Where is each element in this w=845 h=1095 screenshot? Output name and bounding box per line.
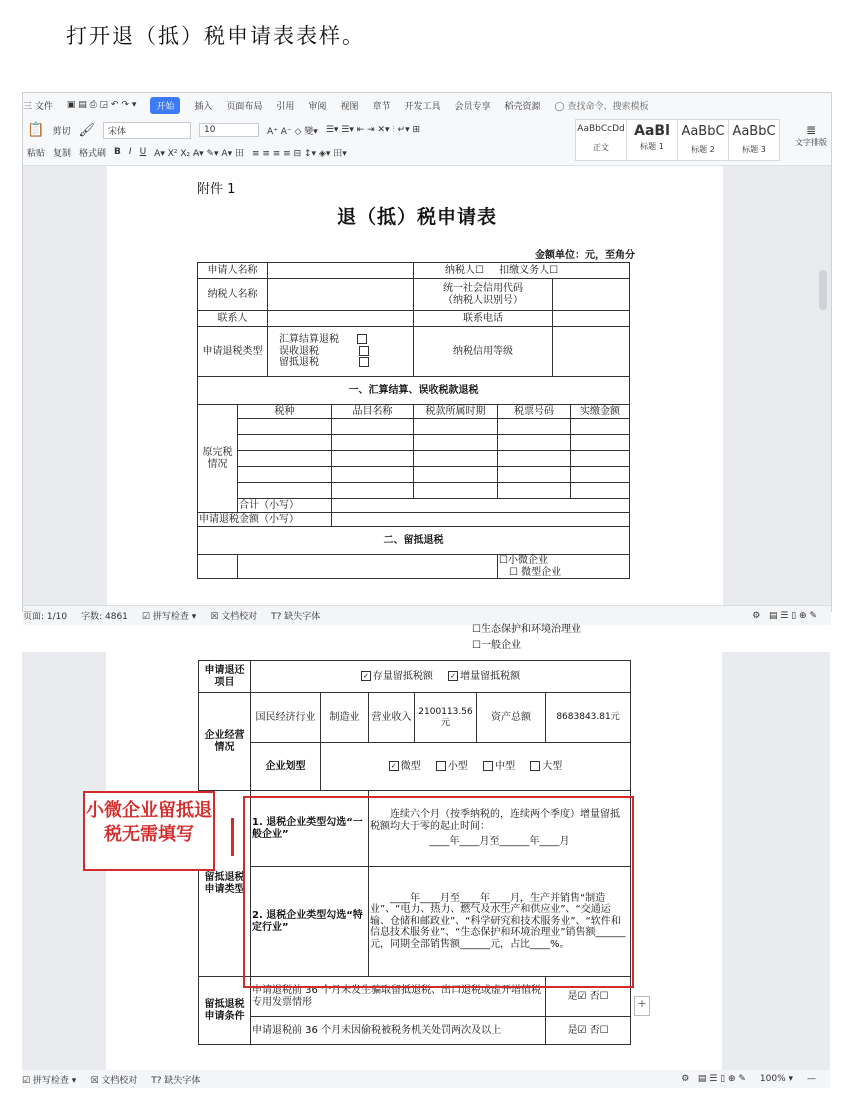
menu-tab-layout[interactable]: 页面布局 (226, 101, 263, 112)
checkbox-icon[interactable] (357, 334, 367, 344)
col-item-name: 品目名称 (332, 405, 414, 419)
font-size-select[interactable]: 10 (199, 123, 259, 137)
credit-code-text: 统一社会信用代码 (443, 283, 523, 294)
refund-type-label: 申请退税类型 (198, 327, 268, 377)
industry-value[interactable]: 制造业 (321, 693, 369, 743)
condition-2-answer[interactable] (546, 1017, 631, 1045)
general-type-dates[interactable]: ____年____月至______年____月 (429, 836, 570, 848)
document-area (23, 166, 831, 611)
text-layout-button[interactable]: ≣ 文字排版 (795, 123, 827, 147)
no-option[interactable]: 否☐ (589, 990, 609, 1002)
spell-check-button[interactable]: ☑ 拼写检查 ▾ (141, 612, 197, 622)
menu-tab-review[interactable]: 审阅 (308, 101, 327, 112)
checkbox-icon[interactable] (483, 761, 493, 771)
checkbox-icon[interactable] (359, 346, 369, 356)
size-micro[interactable]: 微型 (400, 760, 421, 772)
assets-value[interactable]: 8683843.81元 (546, 693, 631, 743)
applicant-name-cell[interactable] (268, 263, 414, 279)
wps-writer-window-top (22, 92, 832, 622)
missing-font-button[interactable]: T? 缺失字体 (271, 612, 321, 622)
credit-code-label (414, 279, 553, 311)
table-row[interactable] (198, 451, 630, 467)
size-medium[interactable]: 中型 (495, 760, 516, 772)
menu-tab-home[interactable]: 开始 (150, 97, 180, 114)
document-page (107, 166, 723, 611)
menu-bar (23, 93, 831, 117)
stock-credit-option[interactable]: 存量留抵税额 (372, 670, 433, 682)
total-cell[interactable] (332, 499, 630, 513)
yes-option[interactable]: 是☑ (567, 990, 587, 1002)
total-label: 合计（小写） (238, 499, 332, 513)
paste-icon[interactable]: 📋 (27, 122, 45, 138)
ribbon-row-2 (27, 141, 355, 163)
taxpayer-id-text: （纳税人识别号） (443, 294, 523, 306)
menu-tab-member[interactable]: 会员专享 (454, 101, 491, 112)
refund-amount-label: 申请退税金额（小写） (198, 513, 332, 527)
page-indicator[interactable]: 页面: 1/10 (23, 612, 68, 622)
micro-option[interactable]: ☐ 微型企业 (509, 566, 562, 578)
view-mode-icons[interactable]: ⚙ ▤ ☰ ▯ ⊕ ✎ (681, 1074, 746, 1084)
format-painter-button[interactable]: 格式刷 (79, 148, 107, 159)
condition-2: 申请退税前 36 个月未因偷税被税务机关处罚两次及以上 (251, 1017, 546, 1045)
credit-rating-label: 纳税信用等级 (414, 327, 553, 377)
contact-phone-label: 联系电话 (414, 311, 553, 327)
view-mode-icons[interactable]: ⚙ ▤ ☰ ▯ ⊕ ✎ (752, 610, 817, 621)
underline-icon[interactable]: U (139, 147, 147, 157)
special-type-cell[interactable]: ____年____月至____年____月，生产并销售“制造业”、“电力、热力、燃气及水生产和供应业”、“交通运输、仓储和邮政业”、“科学研究和技术服务业”、“软件和信息技术服务业”、“生态保护和环境治理业”销售额______元，同期全部销售额______元，占比____%。 (369, 867, 631, 977)
contact-label: 联系人 (198, 311, 268, 327)
refund-amount-cell[interactable] (332, 513, 630, 527)
style-heading-1[interactable]: AaBl 标题 1 (626, 119, 678, 161)
general-type-text: 连续六个月（按季纳税的，连续两个季度）增量留抵税额均大于零的起止时间： (370, 809, 620, 832)
attachment-label: 附件 1 (197, 182, 236, 197)
doc-proof-button[interactable]: ☒ 文档校对 (210, 612, 258, 622)
refund-option-credit[interactable]: 留抵退税 (269, 357, 412, 369)
add-row-button[interactable]: + (634, 996, 650, 1016)
enterprise-type-options (498, 555, 630, 579)
annotation-note: 小微企业留抵退税无需填写 (83, 791, 215, 871)
taxpayer-name-cell[interactable] (268, 279, 414, 311)
project-options (251, 661, 631, 693)
col-tax-type: 税种 (238, 405, 332, 419)
table-row[interactable] (198, 483, 630, 499)
checkbox-icon[interactable] (530, 761, 540, 771)
checked-icon[interactable]: ✓ (361, 671, 371, 681)
table-row[interactable] (198, 419, 630, 435)
no-option[interactable]: 否☐ (589, 1024, 609, 1036)
search-command-input[interactable]: ◯ 查找命令、搜索模板 (554, 101, 649, 112)
menu-tab-developer[interactable]: 开发工具 (404, 101, 441, 112)
section-1-heading: 一、汇算结算、误收税款退税 (198, 377, 630, 405)
italic-icon[interactable]: I (128, 147, 132, 157)
highlight-box (243, 796, 634, 988)
amount-unit: 金额单位：元，至角分 (535, 250, 635, 261)
menu-tab-insert[interactable]: 插入 (194, 101, 213, 112)
operations-label: 企业经营情况 (199, 693, 251, 791)
cut-button[interactable]: 剪切 (52, 126, 71, 137)
applicant-type-cell[interactable] (414, 263, 630, 279)
menu-tab-view[interactable]: 视图 (340, 101, 359, 112)
text-layout-icon: ≣ (805, 123, 817, 137)
general-enterprise-option[interactable]: ☐一般企业 (472, 640, 521, 651)
contact-cell[interactable] (268, 311, 414, 327)
menu-tab-resources[interactable]: 稻壳资源 (504, 101, 541, 112)
format-painter-icon[interactable]: 🖌 (78, 122, 95, 138)
revenue-value[interactable]: 2100113.56元 (415, 693, 477, 743)
status-bar-top (23, 605, 831, 625)
refund-option-mistaken[interactable]: 误收退税 (269, 346, 412, 358)
col-ticket-no: 税票号码 (498, 405, 571, 419)
credit-code-cell[interactable] (553, 279, 630, 311)
zoom-control[interactable]: 100% ▾ (759, 1074, 793, 1084)
condition-1: 申请退税前 36 个月未发生骗取留抵退税、出口退税或虚开增值税专用发票情形 (251, 977, 546, 1017)
refund-form-table (197, 262, 630, 579)
yes-option[interactable]: 是☑ (567, 1024, 587, 1036)
industry-label: 国民经济行业 (251, 693, 321, 743)
checked-icon[interactable]: ✓ (389, 761, 399, 771)
original-tax-label: 原完税情况 (198, 405, 238, 513)
style-heading-3[interactable]: AaBbC 标题 3 (728, 119, 780, 161)
font-name-select[interactable]: 宋体 (103, 122, 191, 139)
taxpayer-option[interactable]: 纳税人☐ (445, 264, 484, 276)
style-normal[interactable]: AaBbCcDd 正文 (575, 119, 627, 161)
spell-check-button[interactable]: ☑ 拼写检查 ▾ (22, 1075, 77, 1086)
font-format-icons[interactable]: A▾ X² X₂ A̶▾ ✎▾ A▾ 田 (154, 148, 244, 159)
small-micro-option[interactable]: ☐小微企业 (499, 555, 548, 566)
applicant-name-label: 申请人名称 (198, 263, 268, 279)
col-paid-amount: 实缴金额 (571, 405, 630, 419)
doc-proof-button[interactable]: ☒ 文档校对 (90, 1075, 138, 1086)
menu-tab-section[interactable]: 章节 (372, 101, 391, 112)
col-tax-period: 税款所属时期 (414, 405, 498, 419)
section-2-heading: 二、留抵退税 (198, 527, 630, 555)
form-title: 退（抵）税申请表 (336, 206, 497, 228)
checkbox-icon[interactable] (359, 357, 369, 367)
instruction-heading: 打开退（抵）税申请表表样。 (66, 24, 365, 48)
assets-label: 资产总额 (477, 693, 546, 743)
word-count[interactable]: 字数: 4861 (81, 612, 128, 622)
contact-phone-cell[interactable] (553, 311, 630, 327)
missing-font-button[interactable]: T? 缺失字体 (151, 1075, 201, 1086)
checkbox-icon[interactable] (436, 761, 446, 771)
special-type-label: 2. 退税企业类型勾选“特定行业” (251, 867, 369, 977)
ribbon-row-1 (27, 119, 428, 141)
table-row[interactable] (198, 435, 630, 451)
quick-access-icons[interactable]: ▣ ▤ ⎙ ◲ ↶ ↷ ▾ (66, 100, 137, 110)
size-large[interactable]: 大型 (542, 760, 563, 772)
ribbon-toolbar (23, 117, 831, 166)
size-options (321, 743, 631, 791)
zoom-slider[interactable]: — (807, 1074, 816, 1084)
annotation-bar (231, 818, 234, 856)
bold-icon[interactable]: B (114, 147, 121, 157)
taxpayer-name-label: 纳税人名称 (198, 279, 268, 311)
withholding-option[interactable]: 扣缴义务人☐ (499, 264, 559, 276)
style-heading-2[interactable]: AaBbC 标题 2 (677, 119, 729, 161)
checked-icon[interactable]: ✓ (448, 671, 458, 681)
table-row[interactable] (198, 467, 630, 483)
paste-button[interactable]: 粘贴 (27, 148, 46, 159)
menu-file[interactable]: 三 文件 (23, 101, 53, 112)
credit-rating-cell[interactable] (553, 327, 630, 377)
project-label: 申请退还项目 (199, 661, 251, 693)
revenue-label: 营业收入 (369, 693, 415, 743)
refund-option-settlement[interactable]: 汇算结算退税 (269, 334, 412, 346)
refund-type-options (268, 327, 414, 377)
general-type-label: 1. 退税企业类型勾选“一般企业” (251, 791, 369, 867)
align-icons[interactable]: ≡ ≡ ≡ ≡ ⊟ ↕▾ ◈▾ 田▾ (251, 148, 347, 159)
menu-tab-references[interactable]: 引用 (276, 101, 295, 112)
size-small[interactable]: 小型 (447, 760, 468, 772)
conditions-label: 留抵退税申请条件 (199, 977, 251, 1045)
increment-credit-option[interactable]: 增量留抵税额 (460, 670, 521, 682)
size-label: 企业划型 (251, 743, 321, 791)
copy-button[interactable]: 复制 (53, 148, 72, 159)
status-bar-bottom (22, 1070, 830, 1088)
partial-option-eco: ☐生态保护和环境治理业 (472, 624, 581, 635)
font-grow-icon[interactable]: A⁺ A⁻ ◇ 變▾ (266, 126, 318, 137)
credit-type-label: 留抵退税申请类型 (199, 791, 251, 977)
list-icons[interactable]: ☰▾ ☰▾ ⇤ ⇥ ✕▾ ⫶ ↵▾ ⊞ (325, 125, 421, 135)
